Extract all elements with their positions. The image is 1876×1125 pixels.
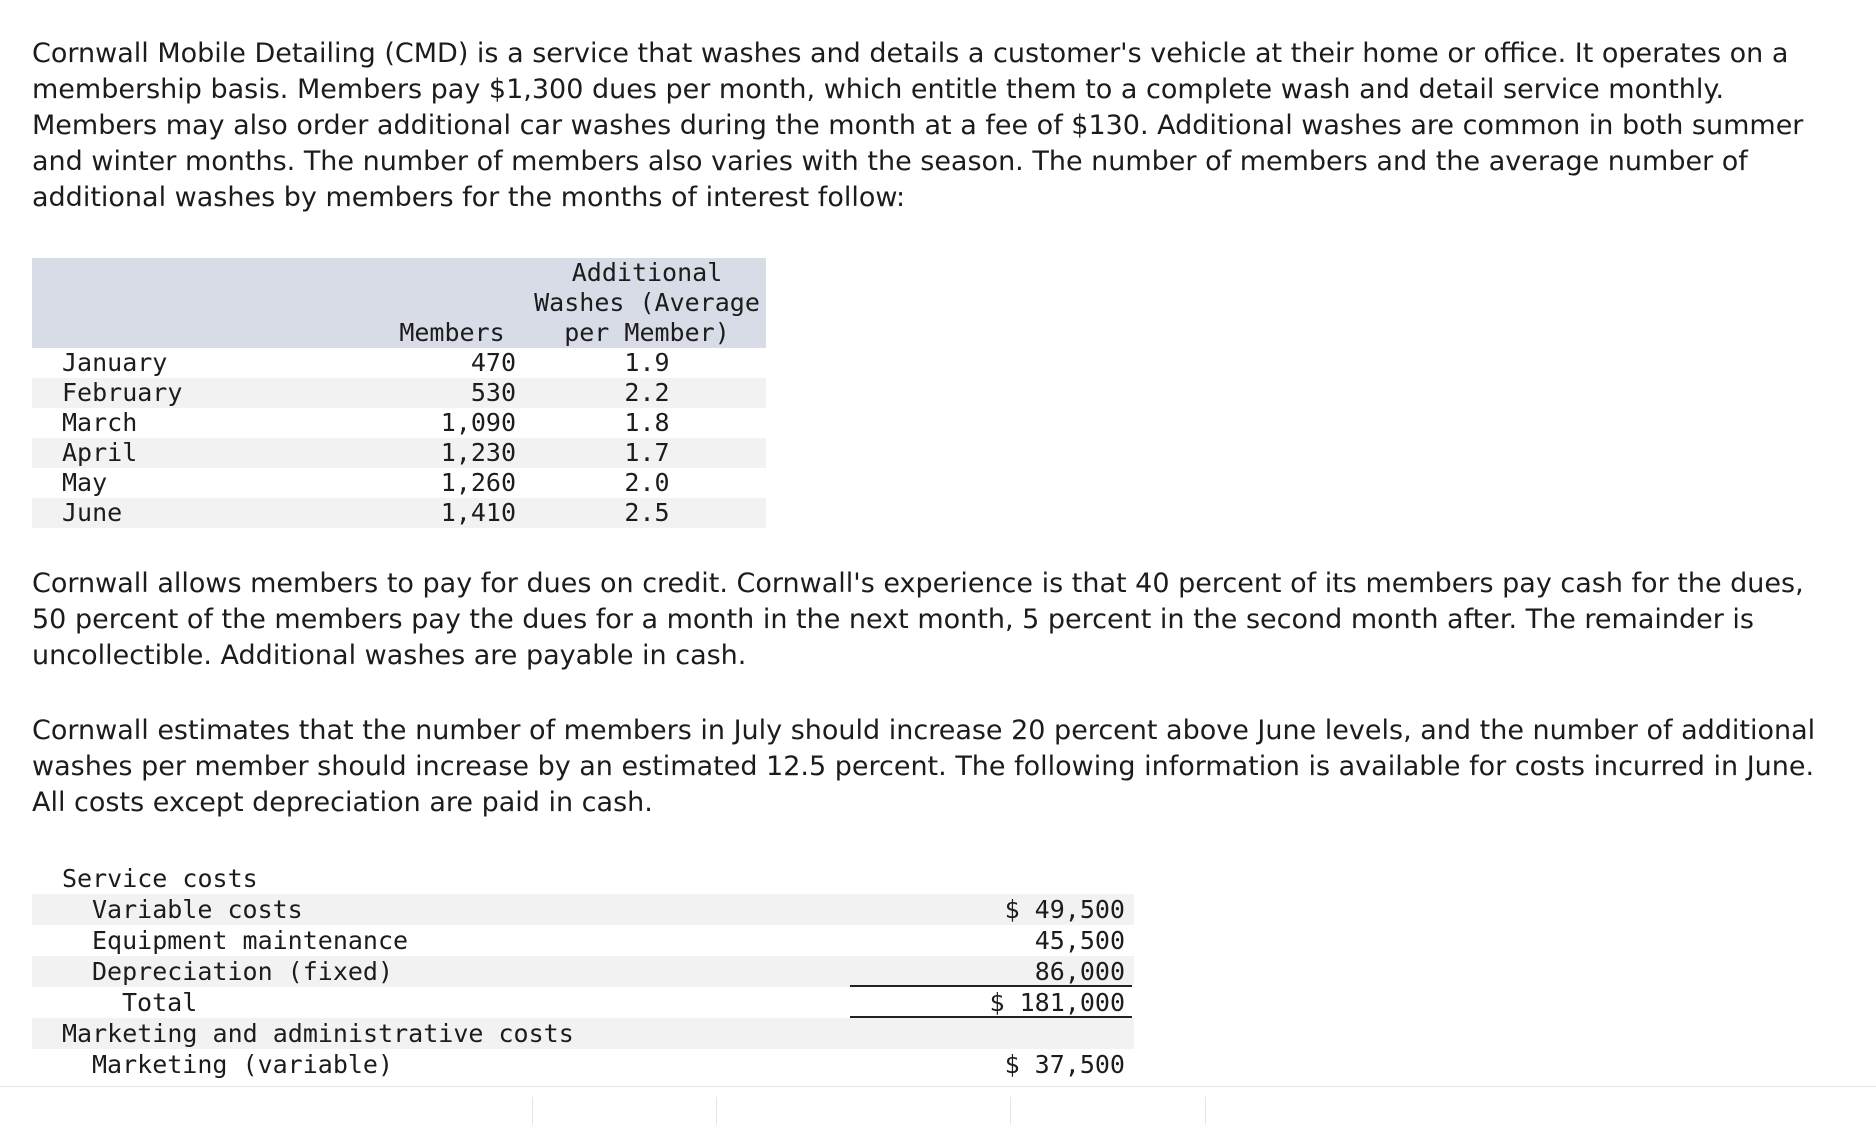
washes-cell: 2.0 [624, 468, 670, 497]
table-row [32, 408, 766, 438]
cost-section-heading [32, 1018, 1134, 1049]
washes-cell: 1.9 [624, 348, 670, 377]
members-table [32, 258, 766, 528]
grid-divider [716, 1097, 717, 1125]
cost-row [32, 1049, 1134, 1080]
members-cell: 1,260 [440, 468, 516, 497]
members-cell: 530 [470, 378, 516, 407]
cost-label: Total [122, 988, 198, 1017]
cost-amount: 86,000 [1034, 957, 1125, 986]
month-cell: March [62, 408, 138, 437]
washes-cell: 1.8 [624, 408, 670, 437]
intro-paragraph: Cornwall Mobile Detailing (CMD) is a service that washes and details a customer's vehicle at their home or office. It operates on a membership basis. Members pay $1,300 dues per month, which entitle them to a complete wash and detail service monthly. Members may also order additional car washes during the month at a fee of $130. Additional washes are common in both summer and winter months. The number of members also varies with the season. The number of members and the average number of additional washes by members for the months of interest follow: [32, 38, 1804, 213]
cost-label: Depreciation (fixed) [92, 957, 394, 986]
cost-label: Marketing (variable) [92, 1050, 394, 1079]
washes-cell: 2.2 [624, 378, 670, 407]
members-cell: 1,410 [440, 498, 516, 527]
estimate-paragraph: Cornwall estimates that the number of members in July should increase 20 percent above June levels, and the number of additional washes per member should increase by an estimated 12.5 percent. The following information is available for costs incurred in June. All costs except depreciation are paid in cash. [32, 715, 1816, 818]
cost-row [32, 956, 1134, 987]
grid-divider [1010, 1097, 1011, 1125]
cost-label: Equipment maintenance [92, 926, 409, 955]
grid-divider [532, 1097, 533, 1125]
cost-label: Service costs [62, 864, 258, 893]
cost-amount: 45,500 [1034, 926, 1125, 955]
table-row [32, 468, 766, 498]
month-cell: February [62, 378, 183, 407]
next-table-grid [0, 1086, 1876, 1125]
table-row [32, 498, 766, 528]
cost-label: Variable costs [92, 895, 303, 924]
grid-divider [1205, 1097, 1206, 1125]
cost-amount: $ 181,000 [989, 988, 1125, 1017]
cost-table [32, 863, 1134, 1080]
members-cell: 470 [470, 348, 516, 377]
table-row [32, 348, 766, 378]
month-cell: June [62, 498, 123, 527]
table-row [32, 378, 766, 408]
table-row [32, 438, 766, 468]
month-cell: April [62, 438, 138, 467]
washes-column-header: Additional Washes (Average per Member) [534, 258, 760, 347]
cost-label: Marketing and administrative costs [62, 1019, 574, 1048]
members-column-header: Members [399, 318, 505, 347]
month-cell: May [62, 468, 108, 497]
cost-row [32, 894, 1134, 925]
month-cell: January [62, 348, 168, 377]
credit-paragraph: Cornwall allows members to pay for dues on credit. Cornwall's experience is that 40 percent of its members pay cash for the dues, 50 percent of the members pay the dues for a month in the next month, 5 percent in the second month after. The remainder is uncollectible. Additional washes are payable in cash. [32, 568, 1804, 671]
cost-amount: $ 37,500 [1004, 1050, 1125, 1079]
members-cell: 1,090 [440, 408, 516, 437]
washes-cell: 2.5 [624, 498, 670, 527]
cost-total-row [32, 987, 1134, 1018]
cost-amount: $ 49,500 [1004, 895, 1125, 924]
cost-row [32, 925, 1134, 956]
cost-section-heading [32, 863, 1134, 894]
members-cell: 1,230 [440, 438, 516, 467]
table-header [32, 258, 766, 348]
washes-cell: 1.7 [624, 438, 670, 467]
